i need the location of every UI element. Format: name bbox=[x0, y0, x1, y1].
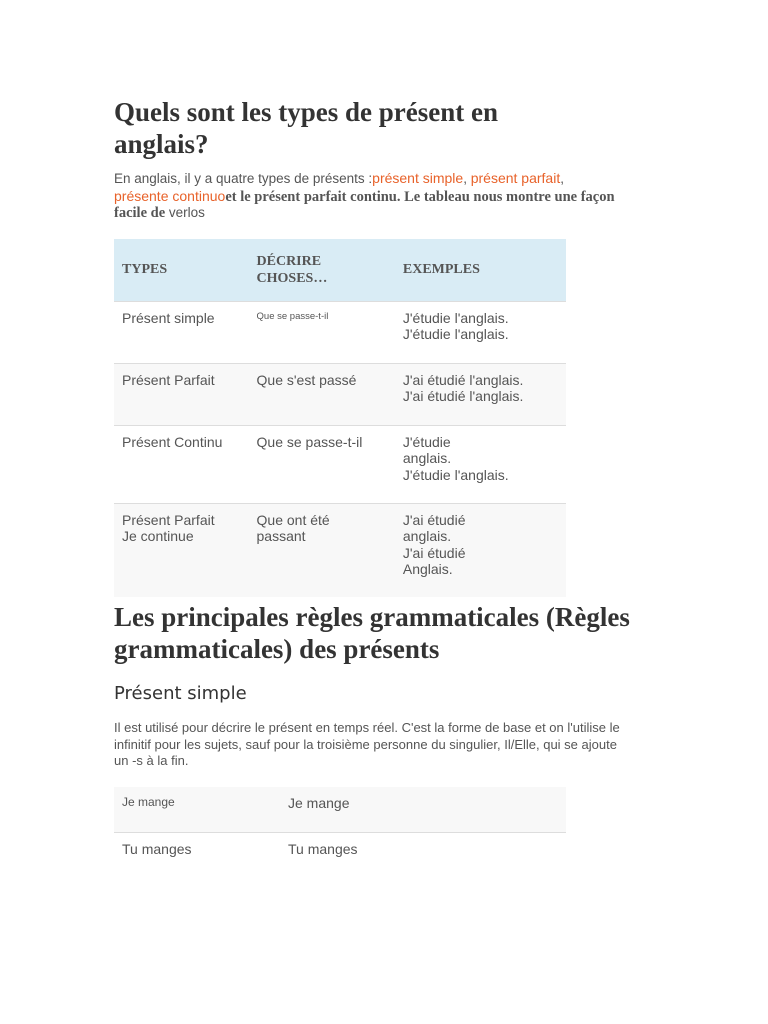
link-present-simple[interactable]: présent simple bbox=[372, 170, 464, 186]
cell-describe: Que ont été passant bbox=[249, 503, 395, 597]
cell-type bbox=[114, 503, 249, 597]
intro-separator: , bbox=[560, 171, 564, 186]
column-header-types: TYPES bbox=[114, 239, 249, 302]
type-line: Présent Parfait bbox=[122, 511, 215, 528]
example-line: J'étudie l'anglais. bbox=[402, 466, 509, 483]
intro-end-text: verlos bbox=[165, 205, 205, 220]
cell-left: Je mange bbox=[114, 787, 280, 833]
table-row bbox=[114, 787, 566, 833]
cell-type: Présent Parfait bbox=[114, 363, 249, 425]
cell-type: Présent simple bbox=[114, 301, 249, 363]
intro-text: En anglais, il y a quatre types de présents : bbox=[114, 171, 373, 186]
example-line: J'étudie l'anglais. bbox=[402, 326, 509, 342]
example-line: J'ai étudié anglais. bbox=[402, 511, 466, 544]
present-types-table bbox=[114, 239, 566, 598]
example-line: J'étudie l'anglais. bbox=[402, 309, 509, 326]
link-present-parfait[interactable]: présent parfait bbox=[470, 170, 561, 186]
table-row bbox=[114, 425, 566, 503]
page-title: Quels sont les types de présent en anglais? bbox=[114, 97, 498, 159]
section-heading: Les principales règles grammaticales (Règles grammaticales) des présents bbox=[114, 602, 630, 664]
link-presente-continuo[interactable]: présente continuo bbox=[114, 187, 226, 204]
example-line: J'étudie anglais. bbox=[402, 433, 452, 466]
example-line: J'ai étudié l'anglais. bbox=[402, 371, 524, 388]
cell-right: Tu manges bbox=[288, 840, 358, 857]
table-row bbox=[114, 301, 566, 363]
cell-describe: Que se passe-t-il bbox=[249, 425, 395, 503]
cell-examples bbox=[395, 301, 566, 363]
cell-examples bbox=[395, 503, 566, 597]
type-line: Je continue bbox=[122, 528, 194, 544]
example-line: J'ai étudié Anglais. bbox=[402, 544, 466, 577]
table-header-row bbox=[114, 239, 566, 302]
intro-bold-text: et le présent parfait continu. Le tableau nous montre une façon facile de bbox=[114, 188, 615, 221]
conjugation-table bbox=[114, 787, 566, 871]
cell-describe: Que se passe-t-il bbox=[249, 301, 395, 363]
intro-separator: , bbox=[463, 171, 471, 186]
subsection-heading: Présent simple bbox=[114, 683, 247, 704]
intro-paragraph bbox=[114, 170, 619, 222]
column-header-decrire: DÉCRIRE CHOSES… bbox=[249, 239, 395, 302]
cell-left: Tu manges bbox=[122, 840, 192, 857]
example-line: J'ai étudié l'anglais. bbox=[402, 388, 524, 404]
cell-describe: Que s'est passé bbox=[249, 363, 395, 425]
table-row bbox=[114, 503, 566, 597]
cell-right: Je mange bbox=[280, 787, 566, 833]
cell-type: Présent Continu bbox=[114, 425, 249, 503]
table-row bbox=[114, 832, 566, 871]
description-paragraph: Il est utilisé pour décrire le présent en temps réel. C'est la forme de base et on l'utilise le infinitif pour les sujets, sauf pour la troisième personne du singulier, Il/Elle, qui se ajoute un -s à la fin. bbox=[114, 720, 620, 768]
cell-examples bbox=[395, 425, 566, 503]
article bbox=[114, 96, 634, 871]
cell-examples bbox=[395, 363, 566, 425]
column-header-exemples: EXEMPLES bbox=[395, 239, 566, 302]
table-row bbox=[114, 363, 566, 425]
